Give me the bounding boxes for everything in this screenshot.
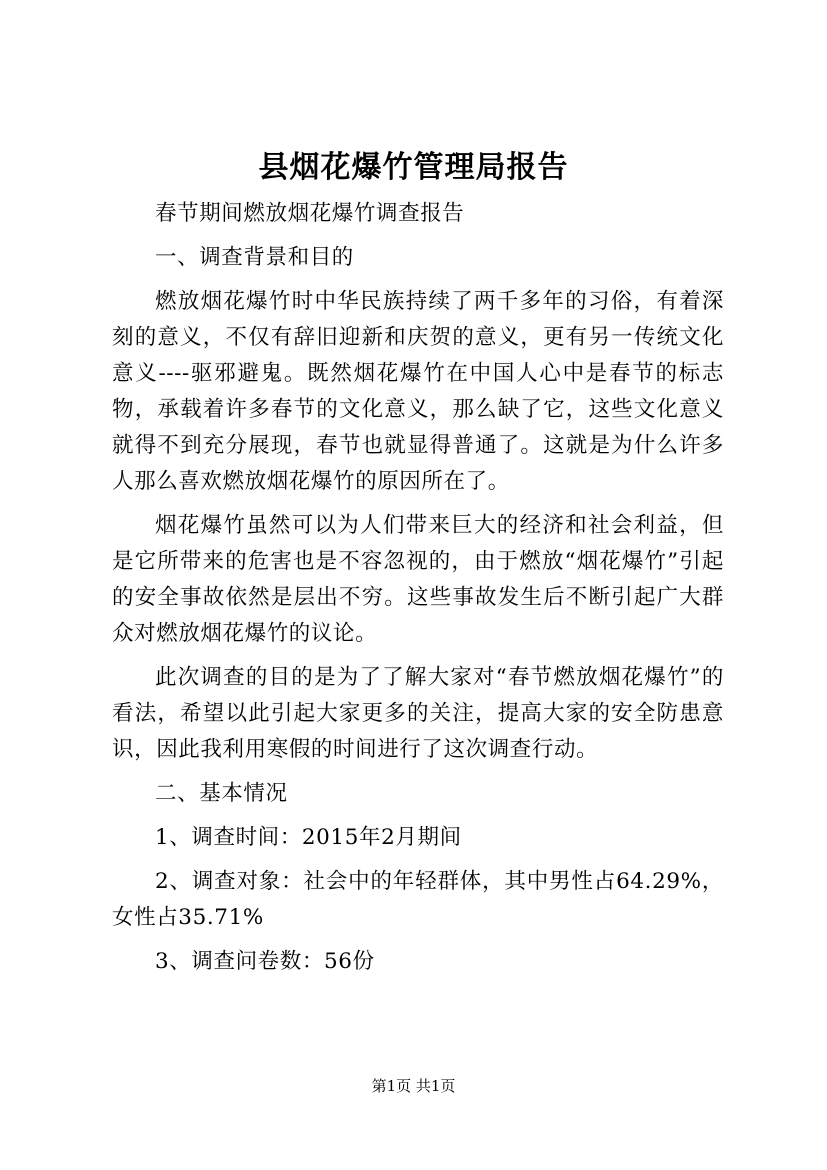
document-body [112, 196, 724, 988]
paragraph-subtitle: 春节期间燃放烟花爆竹调查报告 [155, 201, 465, 226]
paragraph-custom-meaning: 燃放烟花爆竹时中华民族持续了两千多年的习俗，有着深刻的意义，不仅有辞旧迎新和庆贺的意义，更有另一传统文化意义----驱邪避鬼。既然烟花爆竹在中国人心中是春节的标志物，承载着许多春节的文化意义，那么缺了它，这些文化意义就得不到充分展现，春节也就显得普通了。这就是为什么许多人那么喜欢燃放烟花爆竹的原因所在了。 [112, 289, 724, 494]
paragraph-safety-hazards: 烟花爆竹虽然可以为人们带来巨大的经济和社会利益，但是它所带来的危害也是不容忽视的，由于燃放“烟花爆竹”引起的安全事故依然是层出不穷。这些事故发生后不断引起广大群众对燃放烟花爆竹的议论。 [112, 513, 724, 646]
document-title: 县烟花爆竹管理局报告 [258, 150, 569, 185]
page-number-footer: 第1页 共1页 [371, 1077, 456, 1095]
section-heading-background: 一、调查背景和目的 [155, 245, 354, 270]
paragraph-survey-purpose: 此次调查的目的是为了了解大家对“春节燃放烟花爆竹”的看法，希望以此引起大家更多的关注，提高大家的安全防患意识，因此我利用寒假的时间进行了这次调查行动。 [112, 665, 724, 762]
section-heading-basic-info: 二、基本情况 [155, 781, 288, 806]
list-item-survey-subjects: 2、调查对象：社会中的年轻群体，其中男性占64.29%，女性占35.71% [112, 869, 724, 930]
list-item-questionnaire-count: 3、调查问卷数：56份 [155, 949, 375, 974]
list-item-survey-time: 1、调查时间：2015年2月期间 [155, 825, 462, 850]
